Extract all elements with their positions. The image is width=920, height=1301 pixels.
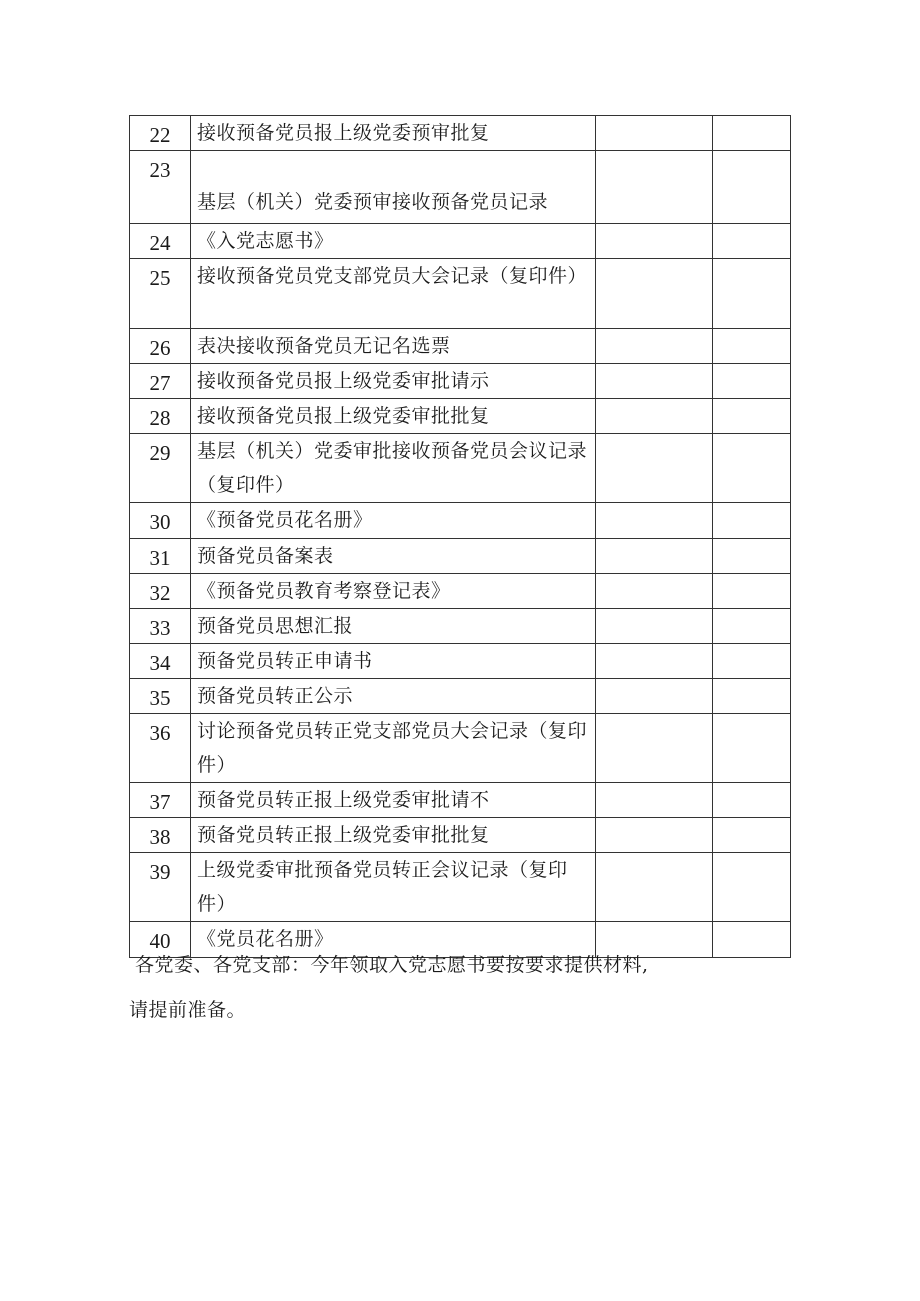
row-title: 讨论预备党员转正党支部党员大会记录（复印件）	[191, 714, 596, 783]
row-title: 接收预备党员报上级党委审批请示	[191, 364, 596, 399]
footer-note-line-1: 各党委、各党支部：今年领取入党志愿书要按要求提供材料,	[135, 954, 649, 976]
row-number: 40	[130, 922, 191, 958]
row-title: 《入党志愿书》	[191, 224, 596, 259]
footer-note-line-2: 请提前准备。	[129, 999, 247, 1021]
row-number: 39	[130, 853, 191, 922]
row-number: 31	[130, 539, 191, 574]
empty-cell	[713, 224, 791, 259]
row-title: 《党员花名册》	[191, 922, 596, 958]
row-title: 预备党员转正报上级党委审批批复	[191, 818, 596, 853]
row-number: 33	[130, 609, 191, 644]
row-number: 27	[130, 364, 191, 399]
table-row	[130, 574, 791, 609]
table-row	[130, 783, 791, 818]
row-title: 预备党员备案表	[191, 539, 596, 574]
row-title: 预备党员转正申请书	[191, 644, 596, 679]
row-title: 接收预备党员报上级党委审批批复	[191, 399, 596, 434]
table-row	[130, 434, 791, 503]
table-row	[130, 399, 791, 434]
empty-cell	[596, 399, 713, 434]
table-row	[130, 364, 791, 399]
row-number: 22	[130, 116, 191, 151]
empty-cell	[596, 434, 713, 503]
empty-cell	[596, 539, 713, 574]
empty-cell	[713, 679, 791, 714]
row-title: 上级党委审批预备党员转正会议记录（复印件）	[191, 853, 596, 922]
table-row	[130, 714, 791, 783]
row-number: 37	[130, 783, 191, 818]
empty-cell	[596, 224, 713, 259]
row-title: 预备党员思想汇报	[191, 609, 596, 644]
table-row	[130, 503, 791, 539]
row-number: 23	[130, 151, 191, 224]
table-row	[130, 644, 791, 679]
row-title: 预备党员转正报上级党委审批请不	[191, 783, 596, 818]
empty-cell	[713, 329, 791, 364]
empty-cell	[713, 609, 791, 644]
empty-cell	[596, 151, 713, 224]
table-row	[130, 116, 791, 151]
empty-cell	[713, 151, 791, 224]
table-row	[130, 539, 791, 574]
row-title: 接收预备党员报上级党委预审批复	[191, 116, 596, 151]
row-title: 接收预备党员党支部党员大会记录（复印件）	[191, 259, 596, 329]
table-row	[130, 224, 791, 259]
empty-cell	[596, 364, 713, 399]
table-row	[130, 853, 791, 922]
table-row	[130, 151, 791, 224]
table-row	[130, 329, 791, 364]
row-number: 26	[130, 329, 191, 364]
empty-cell	[596, 116, 713, 151]
row-number: 34	[130, 644, 191, 679]
row-title: 预备党员转正公示	[191, 679, 596, 714]
row-title: 《预备党员花名册》	[191, 503, 596, 539]
empty-cell	[713, 399, 791, 434]
empty-cell	[596, 503, 713, 539]
row-number: 35	[130, 679, 191, 714]
empty-cell	[713, 783, 791, 818]
empty-cell	[596, 259, 713, 329]
empty-cell	[713, 259, 791, 329]
empty-cell	[713, 434, 791, 503]
empty-cell	[713, 116, 791, 151]
row-number: 36	[130, 714, 191, 783]
row-title: 基层（机关）党委预审接收预备党员记录	[191, 151, 596, 224]
empty-cell	[596, 783, 713, 818]
empty-cell	[713, 574, 791, 609]
row-number: 25	[130, 259, 191, 329]
empty-cell	[596, 609, 713, 644]
empty-cell	[713, 364, 791, 399]
empty-cell	[596, 574, 713, 609]
row-number: 24	[130, 224, 191, 259]
empty-cell	[596, 853, 713, 922]
table-row	[130, 679, 791, 714]
empty-cell	[596, 714, 713, 783]
empty-cell	[596, 679, 713, 714]
row-title: 《预备党员教育考察登记表》	[191, 574, 596, 609]
materials-table	[129, 115, 791, 958]
empty-cell	[713, 853, 791, 922]
table-row	[130, 259, 791, 329]
empty-cell	[596, 329, 713, 364]
empty-cell	[713, 539, 791, 574]
row-number: 32	[130, 574, 191, 609]
table-row	[130, 609, 791, 644]
table-row	[130, 818, 791, 853]
row-title: 基层（机关）党委审批接收预备党员会议记录（复印件）	[191, 434, 596, 503]
empty-cell	[596, 818, 713, 853]
empty-cell	[713, 714, 791, 783]
row-number: 29	[130, 434, 191, 503]
empty-cell	[713, 818, 791, 853]
empty-cell	[713, 503, 791, 539]
row-number: 38	[130, 818, 191, 853]
row-number: 28	[130, 399, 191, 434]
empty-cell	[596, 644, 713, 679]
empty-cell	[713, 644, 791, 679]
row-number: 30	[130, 503, 191, 539]
row-title: 表决接收预备党员无记名选票	[191, 329, 596, 364]
